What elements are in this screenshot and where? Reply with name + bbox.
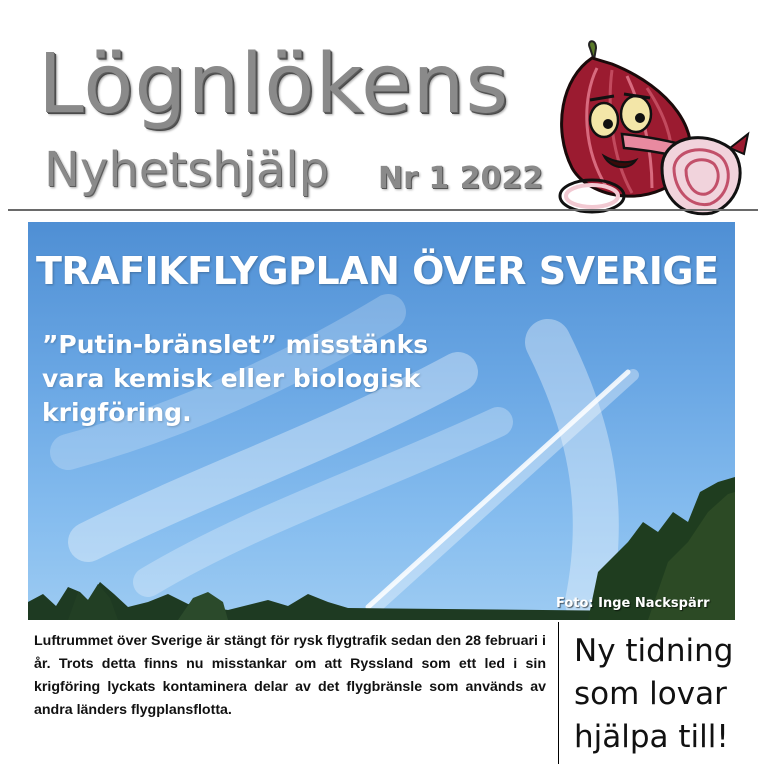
article-body: Luftrummet över Sverige är stängt för rysk flygtrafik sedan den 28 februari i år. Trots detta finns nu misstankar om att Ryssland som ett led i sin krigföring lyckats kontaminera delar av det flygbränsle som används av andra länders flygplansflotta. <box>34 633 546 718</box>
promo-text: Ny tidning som lovar hjälpa till! <box>574 633 734 755</box>
lead-subhead: ”Putin-bränslet” misstänks vara kemisk eller biologisk krigföring. <box>42 330 429 427</box>
lead-headline: TRAFIKFLYGPLAN ÖVER SVERIGE <box>36 249 719 293</box>
masthead-title: Lögnlökens <box>38 37 510 132</box>
issue-number: Nr 1 2022 <box>378 161 544 196</box>
photo-credit: Foto: Inge Nackspärr <box>556 596 710 611</box>
onion-mascot-icon <box>552 38 752 218</box>
masthead-rule <box>8 209 758 211</box>
column-divider <box>558 622 559 764</box>
masthead-subtitle: Nyhetshjälp <box>44 142 330 198</box>
